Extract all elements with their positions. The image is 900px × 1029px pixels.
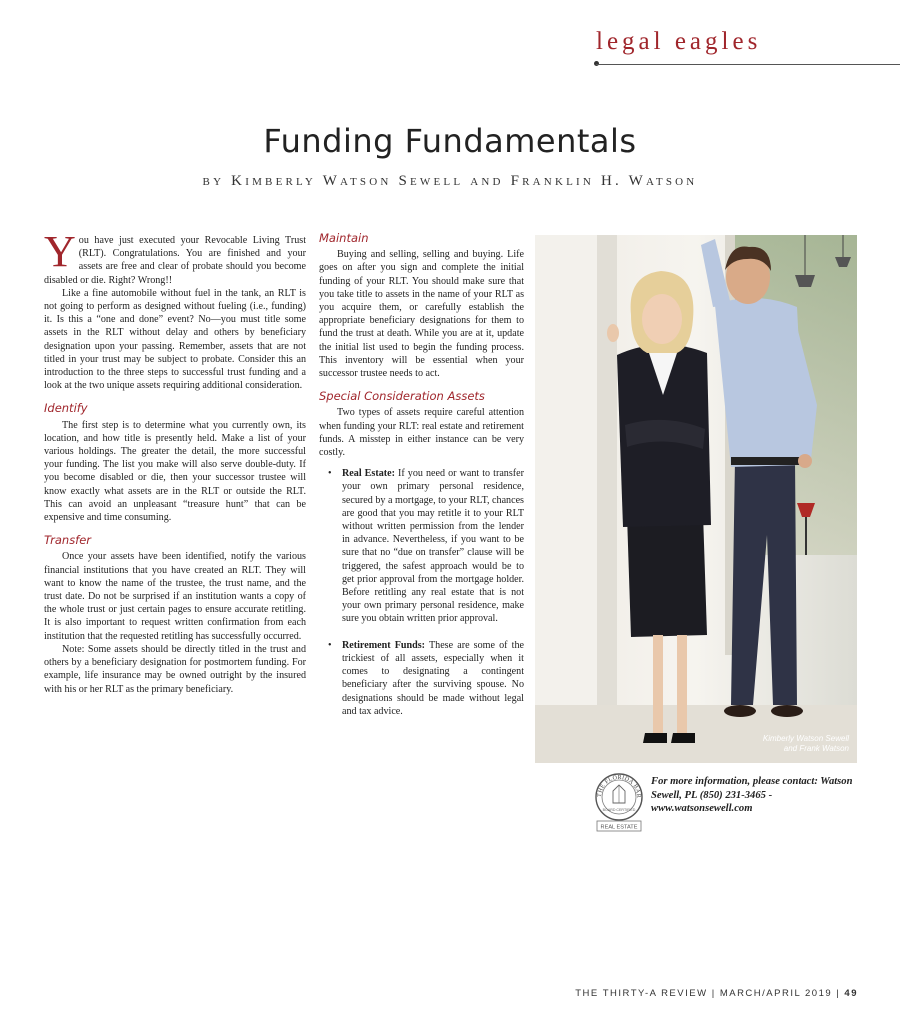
subhead-maintain: Maintain [319,231,369,245]
photo-caption [763,734,849,754]
identify-paragraph: The first step is to determine what you currently own, its location, and how title is presently held. Make a list of your various holdings. The greater the detail, the more successful your funding. The list you make will also serve double-duty. If you become disabled or die, then your successor trustee will know exactly what assets are in the RLT or outside the RLT. This can avoid an unpleasant “treasure hunt” that can be expensive and time consuming. [44,419,306,524]
footer-issue: MARCH/APRIL 2019 [719,988,833,999]
footer-separator: | [836,988,845,999]
list-item-text: These are some of the trickiest of all assets, especially when it comes to designating a contingent beneficiary after the surviving spouse. No designations should be made without legal and tax advice. [342,639,525,717]
transfer-paragraph-2: Note: Some assets should be directly titled in the trust and others by a beneficiary designation for postmortem funding. For example, life insurance may be owned outright by the insured with his or her RLT as the primary beneficiary. [44,643,306,695]
photo-caption-line-2: and Frank Watson [783,744,849,753]
section-rule [596,64,900,65]
list-item-label: Real Estate: [342,468,395,480]
article-column-2 [319,232,524,731]
maintain-paragraph: Buying and selling, selling and buying. Life goes on after you sign and complete the initial funding of your RLT. You should make sure that you take title to assets in the name of your RLT as you acquire them, or carefully establish the appropriate beneficiary designations for them to fund the trust at death. While you are at it, update the initial list used to begin the funding process. This inventory will be essential when your successor trustee needs to act. [319,249,524,380]
list-item-label: Retirement Funds: [342,639,426,651]
intro-paragraph-2: Like a fine automobile without fuel in the tank, an RLT is not going to perform as designed without fueling (i.e., funding) it. Is this a “one and done” event? No—you must title some assets in the RLT without delay and others by beneficiary designation upon your passing. Remember, assets that are not titled in your trust may be subject to probate. Consider this an introduction to the three steps to successful trust funding and a look at the two unique assets requiring additional consideration. [44,287,306,392]
florida-bar-seal-logo [593,771,645,833]
list-item-real-estate [319,467,524,625]
list-item-text: If you need or want to transfer your own primary personal residence, secured by a mortgage, to your RLT, chances are good that you may retitle it to your RLT without written permission from the lender in advance. Nevertheless, if you want to be sure that no “due on transfer” clause will be triggered, the safest approach would be to get prior approval from the mortgage holder. Before retitling any real estate that is not your own primary personal residence, make sure you obtain written prior approval. [342,468,524,625]
page-number: 49 [844,988,858,999]
article-column-1 [44,227,306,696]
transfer-paragraph-1: Once your assets have been identified, notify the various financial institutions that you have created an RLT. They will want to know the name of the trustee, the trust name, and the trust date. Do not be surprised if an institution wants a copy of the whole trust or just certain pages to ensure accurate retitling. It is also important to request written confirmation from each institution that the requested retitling has successfully occurred. [44,551,306,642]
list-item-retirement-funds [319,639,524,718]
seal-inner-text: BOARD CERTIFIED [602,808,636,812]
article-title: Funding Fundamentals [263,122,637,160]
intro-paragraph-1-text: ou have just executed your Revocable Living Trust (RLT). Congratulations. You are finished and your assets are free and clear of probate should you become disabled or die. Right? Wrong!! [44,235,306,286]
photo-caption-line-1: Kimberly Watson Sewell [762,734,849,743]
seal-top-text: THE FLORIDA BAR [596,774,642,799]
article-byline: by Kimberly Watson Sewell and Franklin H. Watson [202,173,698,189]
subhead-special-assets: Special Consideration Assets [319,389,485,404]
footer-separator: | [711,988,720,999]
author-photo [535,235,857,763]
author-photo-illustration [535,235,857,763]
intro-paragraph-1 [44,227,306,287]
subhead-identify: Identify [44,401,88,416]
page-footer [575,988,858,999]
special-assets-list [319,467,524,718]
seal-icon [593,771,645,833]
section-label: legal eagles [596,28,762,55]
drop-cap: Y [44,227,76,276]
subhead-transfer: Transfer [44,533,92,548]
special-assets-paragraph: Two types of assets require careful attention when funding your RLT: real estate and retirement funds. A misstep in either instance can be very costly. [319,407,524,459]
footer-publication: THE THIRTY-A REVIEW [575,988,708,999]
contact-info: For more information, please contact: Watson Sewell, PL (850) 231-3465 - www.watsonsewell.com [651,776,853,815]
seal-banner-text: REAL ESTATE [600,824,638,831]
